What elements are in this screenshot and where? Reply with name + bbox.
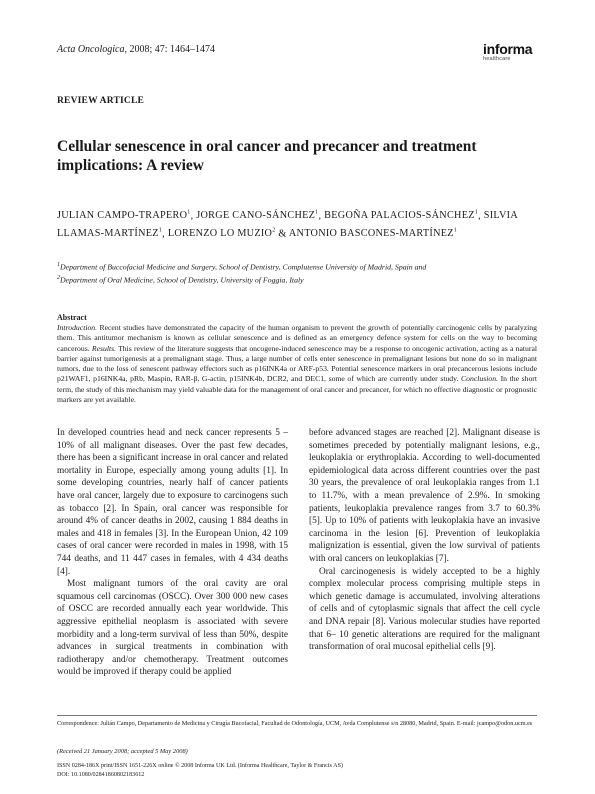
abstract-section-label: Conclusion. [461,374,498,384]
author [196,210,318,221]
affiliation-marker: 2 [57,275,60,281]
abstract-heading: Abstract [57,313,87,322]
abstract-text: Recent studies have demonstrated the capacity of the human organism to prevent the growth of potentially carcinogenic cells by paralyzing them. This antitumor mechanism is known as cellular senescence and is defined as an emergency defence system for cells on the way to becoming cancerous. [57,323,537,353]
author-affiliation-marker: 1 [187,210,191,216]
publisher-logo-sub: healthcare [483,56,511,62]
abstract-section-label: Introduction. [57,323,98,332]
footnote-divider [57,715,537,716]
author-name: LORENZO LO MUZIO [167,227,273,239]
affiliation-2 [57,273,537,286]
author-affiliation-marker: 1 [453,227,458,234]
body-column-right [309,427,540,654]
body-column-left [57,427,288,679]
author-affiliation-marker: 2 [272,227,276,234]
abstract-section-label: Results. [91,343,117,353]
journal-citation [57,44,215,55]
doi-line: DOI: 10.1080/02841860802183612 [57,771,145,778]
author-affiliation-marker: 1 [315,210,319,216]
abstract-body [57,323,537,405]
article-type: REVIEW ARTICLE [57,96,145,106]
body-paragraph: Oral carcinogenesis is widely accepted to be a highly complex molecular process comprising multiple steps in which genetic damage is accumulated, involving alterations of cells and of cytoplasmic signals that affect the cell cycle and DNA repair [8]. Various molecular studies have reported that 6– 10 genetic alterations are required for the malignant transformation of oral mucosal epithelial cells [9]. [309,566,540,653]
abstract-text: This review of the literature suggests that oncogene-induced senescence may be a response to oncogenic activation, acting as a natural barrier against tumorigenesis at a premalignant stage. Thus, a large number of cells enter senescence in premalignant lesions but none do so in malignant tumors, due to the loss of senescent pathway effectors such as p16INK4a or ARF-p53. Potential senescence markers in oral precancerous lesions include p21WAF1, p16INK4a, pRb, Maspin, RAR-β, G-actin, p15INK4b, DCR2, and DEC1, some of which are currently under study. [57,343,537,384]
publisher-logo-word: informa [483,41,533,57]
author [324,210,478,221]
body-paragraph: Most malignant tumors of the oral cavity are oral squamous cell carcinomas (OSCC). Over 300 000 new cases of OSCC are recorded annually each year worldwide. This aggressive epithelial neoplasm is associated with severe morbidity and a long-term survival of less than 50%, despite advances in surgical treatments in combination with radiotherapy and/or chemotherapy. Treatment outcomes would be improved if therapy could be applied [57,579,288,678]
abstract-text: In the short term, the study of this mechanism may yield valuable data for the management of oral cancer and precancer, for which no effective diagnostic or prognostic markers are yet available. [57,374,538,405]
author-affiliation-marker: 1 [474,210,479,216]
affiliation-text: Department of Buccofacial Medicine and Surgery, School of Dentistry, Complutense University of Madrid, Spain and [60,262,427,272]
journal-volume: 2008; 47: 1464–1474 [126,44,216,55]
author [289,228,457,239]
affiliation-1 [57,260,537,273]
body-paragraph: before advanced stages are reached [2]. Malignant disease is sometimes preceded by potentially malignant lesions, e.g., leukoplakia or erythroplakia. According to well-documented epidemiological data across different countries over the past 30 years, the prevalence of oral leukoplakia ranges from 1.1 to 11.7%, with a mean prevalence of 2.9%. In smoking patients, leukoplakia prevalence ranges from 3.7 to 60.3% [5]. Up to 10% of patients with leukoplakia have an invasive carcinoma in the lesion [6]. Prevention of leukoplakia malignization is essential, given the low survival of patients with oral cancers on leukoplakias [7]. [309,428,540,564]
affiliation-marker: 1 [57,262,60,268]
issn-doi [57,762,537,779]
publisher-logo [483,42,543,63]
received-dates: (Received 21 January 2008; accepted 5 May 2008) [57,748,188,755]
author-list: JULIAN CAMPO-TRAPERO$^1$, JORGE CANO-SÁNCHEZ$^1$, BEGOÑA PALACIOS-SÁNCHEZ$^1$, SILVIA LLAMAS-MARTÍNEZ$^1$, LORENZO LO MUZIO$^2$ & ANTONIO BASCONES-MARTÍNEZ$^1$ [57,210,518,239]
author-affiliation-marker: 1 [158,227,163,234]
author-name: ANTONIO BASCONES-MARTÍNEZ [288,227,454,239]
body-paragraph: In developed countries head and neck cancer represents 5 – 10% of all malignant diseases. Over the past few decades, there has been a significant increase in oral cancer and related mortality in Europe, especially among young adults [1]. In some developing countries, nearly half of cancer patients have oral cancer, largely due to exposure to carcinogens such as tobacco [2]. In Spain, oral cancer was responsible for around 4% of cancer deaths in 2002, causing 1 884 deaths in males and 418 in females [3]. In the European Union, 42 109 cases of oral cancer were recorded in males in 1998, with 15 744 deaths, and 11 447 cases in females, with 4 434 deaths [4]. [57,428,288,577]
affiliation-text: Department of Oral Medicine, School of Dentistry, University of Foggia, Italy [60,275,304,285]
author-name: SILVIA LLAMAS-MARTÍNEZ [57,210,518,239]
issn-line: ISSN 0284-186X print/ISSN 1651-226X online © 2008 Informa UK Ltd. (Informa Healthcare, Taylor & Francis AS) [57,763,343,769]
author-name: BEGOÑA PALACIOS-SÁNCHEZ [324,210,475,222]
author-name: JORGE CANO-SÁNCHEZ [196,210,316,222]
journal-name: Acta Oncologica, [57,44,127,55]
author-name: JULIAN CAMPO-TRAPERO [57,210,188,222]
article-title: Cellular senescence in oral cancer and precancer and treatment implications: A review [57,138,477,174]
correspondence-note: Correspondence: Julián Campo, Departamento de Medicina y Cirugía Bucofacial, Facultad de Odontología, UCM, Avda Complutense s/n 28080, Madrid, Spain. E-mail: jcampo@odon.ucm.es [57,720,533,727]
author [57,210,191,221]
author [168,228,276,239]
